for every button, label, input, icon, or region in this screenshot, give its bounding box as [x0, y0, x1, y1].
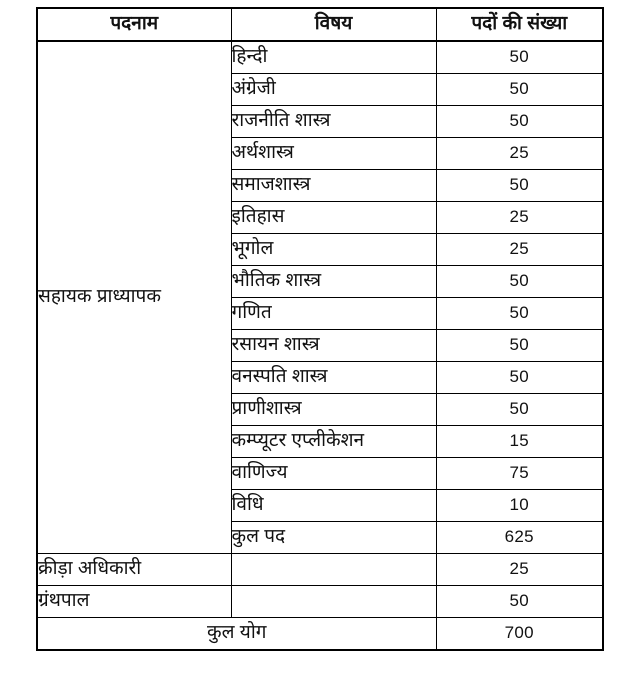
count-cell: 25: [436, 554, 603, 586]
count-cell: 50: [436, 74, 603, 106]
post-name-cell: सहायक प्राध्यापक: [37, 41, 231, 554]
subject-cell: अर्थशास्त्र: [231, 138, 436, 170]
subject-cell: वाणिज्य: [231, 458, 436, 490]
count-cell: 50: [436, 266, 603, 298]
count-cell: 25: [436, 234, 603, 266]
count-cell: 50: [436, 394, 603, 426]
table-row: [37, 554, 603, 586]
total-row: [37, 618, 603, 651]
count-cell: 25: [436, 202, 603, 234]
count-cell: 50: [436, 298, 603, 330]
subject-cell: हिन्दी: [231, 41, 436, 74]
count-cell: 50: [436, 41, 603, 74]
header-post-count: पदों की संख्या: [436, 8, 603, 41]
count-cell: 50: [436, 586, 603, 618]
count-cell: 625: [436, 522, 603, 554]
subject-cell: भूगोल: [231, 234, 436, 266]
table-row: [37, 41, 603, 74]
count-cell: 50: [436, 362, 603, 394]
post-name-cell: क्रीड़ा अधिकारी: [37, 554, 231, 586]
recruitment-table: [36, 7, 604, 651]
subject-cell-empty: [231, 554, 436, 586]
subject-cell: कम्प्यूटर एप्लीकेशन: [231, 426, 436, 458]
subject-cell: वनस्पति शास्त्र: [231, 362, 436, 394]
count-cell: 50: [436, 330, 603, 362]
count-cell: 10: [436, 490, 603, 522]
header-subject: विषय: [231, 8, 436, 41]
subject-cell: विधि: [231, 490, 436, 522]
subject-cell: समाजशास्त्र: [231, 170, 436, 202]
subject-cell: राजनीति शास्त्र: [231, 106, 436, 138]
grand-total-count: 700: [436, 618, 603, 651]
subject-cell: इतिहास: [231, 202, 436, 234]
post-name-cell: ग्रंथपाल: [37, 586, 231, 618]
header-row: [37, 8, 603, 41]
count-cell: 50: [436, 106, 603, 138]
table-row: [37, 586, 603, 618]
subject-cell: भौतिक शास्त्र: [231, 266, 436, 298]
count-cell: 15: [436, 426, 603, 458]
header-post-name: पदनाम: [37, 8, 231, 41]
count-cell: 50: [436, 170, 603, 202]
subject-cell: अंग्रेजी: [231, 74, 436, 106]
subject-cell: प्राणीशास्त्र: [231, 394, 436, 426]
count-cell: 25: [436, 138, 603, 170]
grand-total-label: कुल योग: [37, 618, 436, 651]
subject-cell: गणित: [231, 298, 436, 330]
subject-cell: कुल पद: [231, 522, 436, 554]
subject-cell-empty: [231, 586, 436, 618]
count-cell: 75: [436, 458, 603, 490]
subject-cell: रसायन शास्त्र: [231, 330, 436, 362]
